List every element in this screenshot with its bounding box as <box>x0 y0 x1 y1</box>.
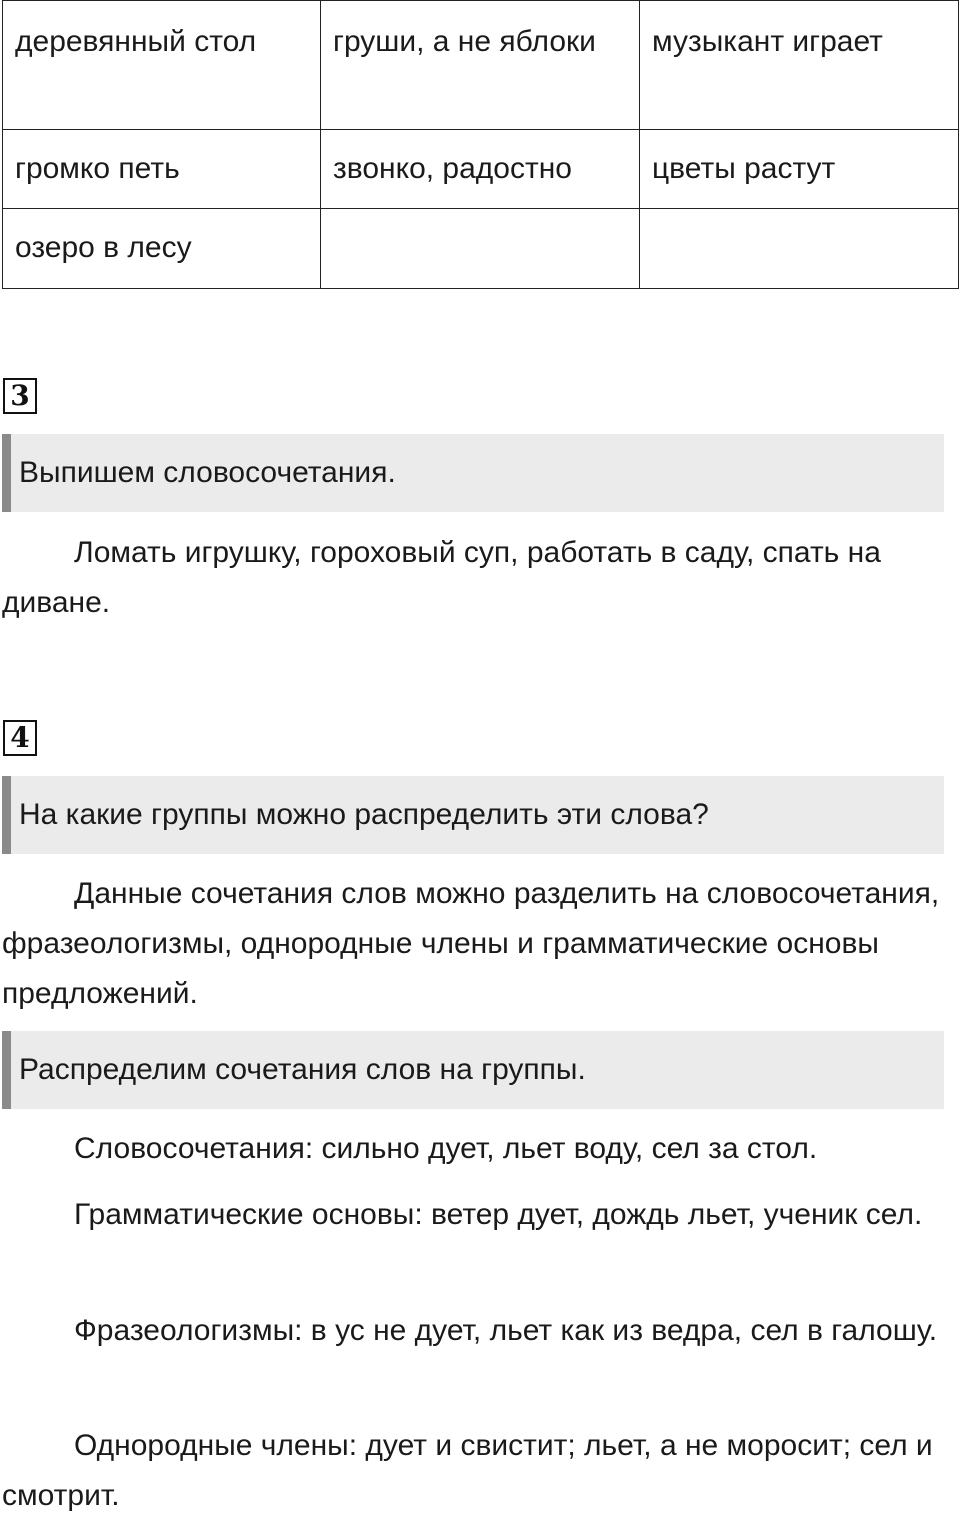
table-cell <box>640 209 959 289</box>
table-row <box>3 1 959 130</box>
group-grammatical-bases: Грамматические основы: ветер дует, дождь льет, ученик сел. <box>74 1198 923 1231</box>
task3-instruction-callout: Выпишем словосочетания. <box>2 434 944 512</box>
task4-answer: Данные сочетания слов можно разделить на словосочетания, фразеологизмы, однородные члены и грамматические основы предложений. <box>2 877 940 1010</box>
task4-instruction-callout: Распределим сочетания слов на группы. <box>2 1031 944 1109</box>
task4-question-callout: На какие группы можно распределить эти слова? <box>2 776 944 854</box>
task3-answer: Ломать игрушку, гороховый суп, работать в саду, спать на диване. <box>2 536 881 619</box>
table-row <box>3 209 959 289</box>
table-cell <box>321 209 640 289</box>
group-word-combinations: Словосочетания: сильно дует, льет воду, сел за стол. <box>74 1132 818 1165</box>
word-combinations-table <box>2 0 959 289</box>
table-cell: озеро в лесу <box>3 209 321 289</box>
task-number-3: 3 <box>3 378 37 414</box>
table-cell: звонко, радостно <box>321 130 640 209</box>
task-number-4: 4 <box>3 720 37 756</box>
table-cell: груши, а не яблоки <box>321 1 640 130</box>
group-phraseologisms: Фразеологизмы: в ус не дует, льет как из ведра, сел в галошу. <box>74 1314 938 1347</box>
table-cell: громко петь <box>3 130 321 209</box>
group-homogeneous-members: Однородные члены: дует и свистит; льет, а не моросит; сел и смотрит. <box>2 1429 933 1512</box>
table-cell: музыкант играет <box>640 1 959 130</box>
table-row <box>3 130 959 209</box>
table-cell: деревянный стол <box>3 1 321 130</box>
table-cell: цветы растут <box>640 130 959 209</box>
